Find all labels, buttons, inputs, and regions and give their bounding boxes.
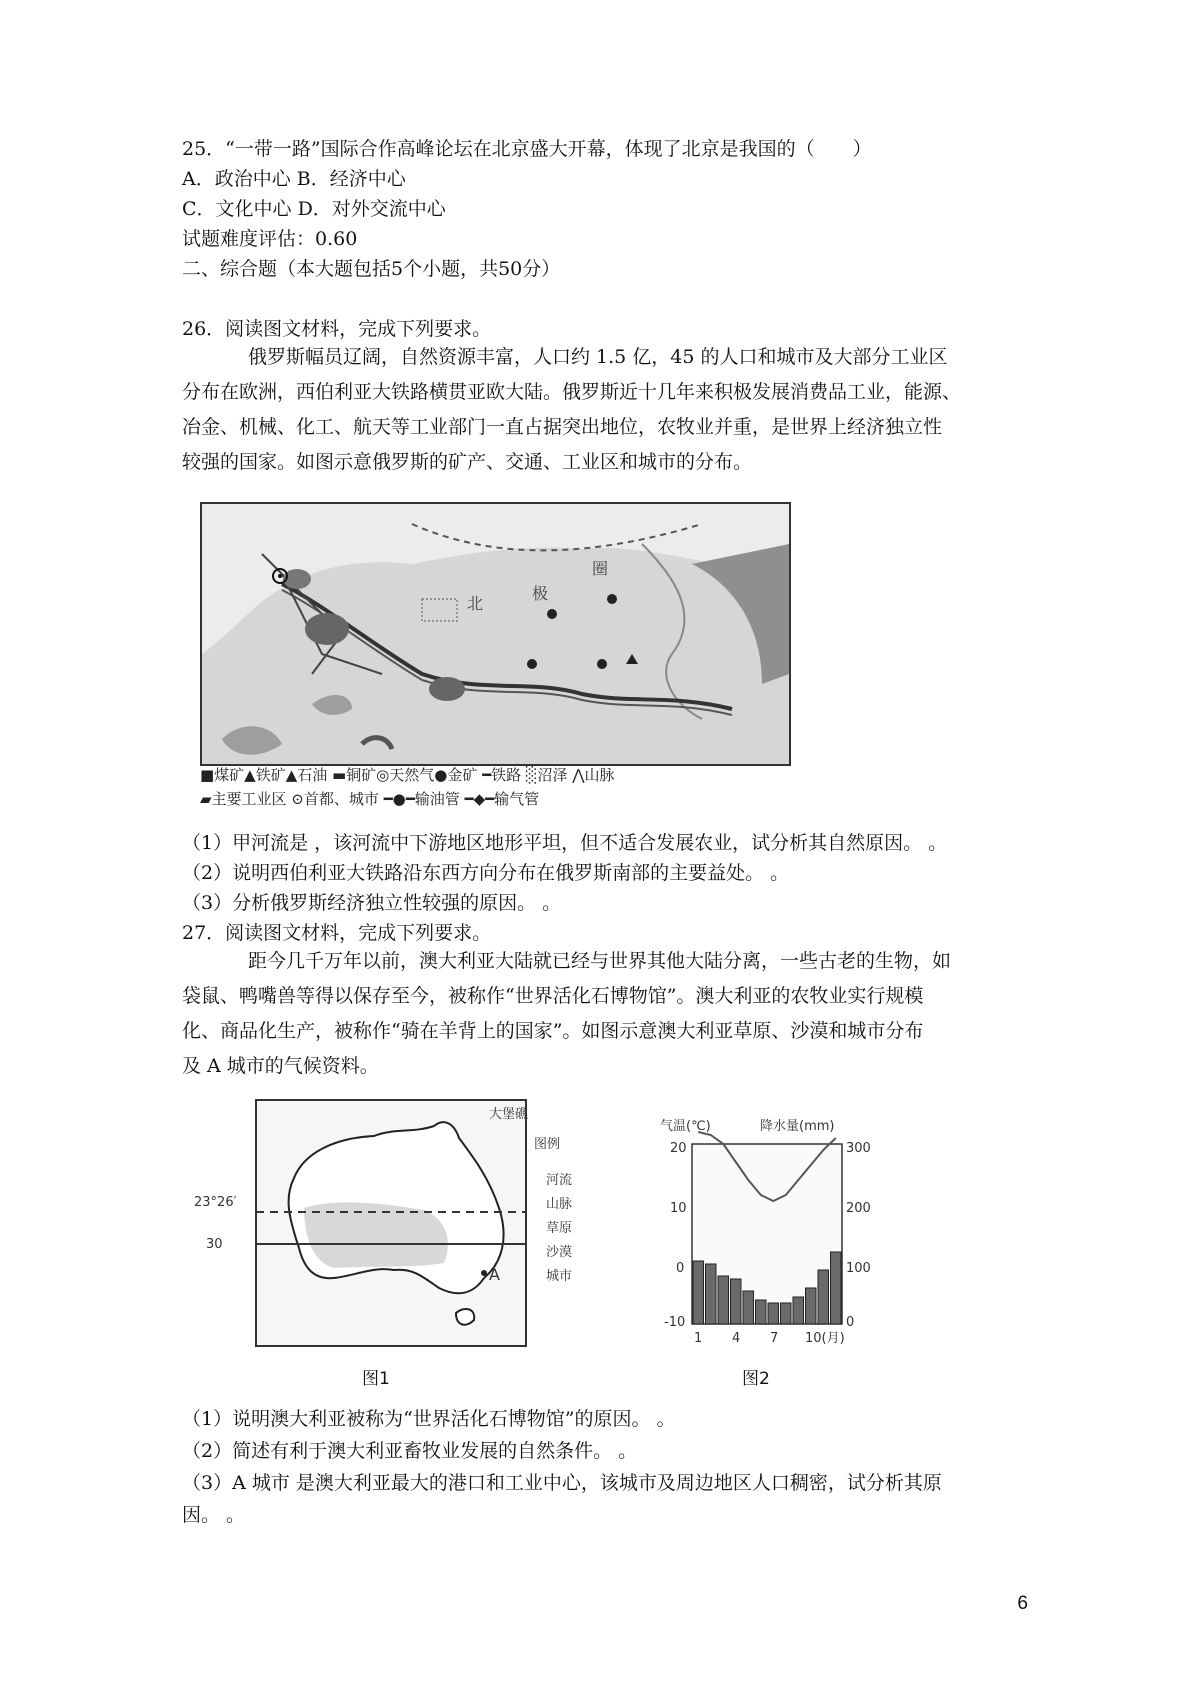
y-left-tick: -10 [664, 1315, 686, 1330]
russia-map-legend-row2: ▰主要工业区 ⊙首都、城市 ━●━输油管 ━◆━输气管 [200, 790, 540, 808]
fig1-legend-river: 河流 [546, 1173, 573, 1188]
q26-material-line: 分布在欧洲，西伯利亚大铁路横贯亚欧大陆。俄罗斯近十几年来积极发展消费品工业，能源、 [182, 381, 962, 403]
temp-axis-label: 气温(℃) [660, 1119, 711, 1134]
y-left-tick: 20 [670, 1141, 687, 1156]
australia-map-figure [184, 1098, 584, 1354]
q26-material-line: 俄罗斯幅员辽阔，自然资源丰富，人口约 1.5 亿，45 的人口和城市及大部分工业区 [248, 346, 948, 368]
map-label-arctic-2: 极 [532, 584, 549, 603]
q26-question-1: （1）甲河流是 ，该河流中下游地区地形平坦，但不适合发展农业，试分析其自然原因。 。 [182, 832, 948, 854]
q27-material [182, 944, 1024, 1084]
q27-material-line: 化、商品化生产，被称作“骑在羊背上的国家”。如图示意澳大利亚草原、沙漠和城市分布 [182, 1020, 924, 1042]
australia-map-drawing [184, 1098, 584, 1354]
precipitation-bar [781, 1303, 792, 1324]
q26-question-2: （2）说明西伯利亚大铁路沿东西方向分布在俄罗斯南部的主要益处。 。 [182, 862, 790, 884]
y-right-tick: 300 [846, 1141, 871, 1156]
y-left-tick: 10 [670, 1201, 687, 1216]
q27-material-line: 距今几千万年以前，澳大利亚大陆就已经与世界其他大陆分离，一些古老的生物，如 [248, 950, 952, 972]
precipitation-bar [731, 1279, 742, 1324]
precipitation-bar [831, 1252, 842, 1324]
q26-stem: 26．阅读图文材料，完成下列要求。 [182, 318, 492, 340]
fig1-caption: 图1 [362, 1369, 390, 1389]
climate-chart [650, 1114, 880, 1354]
q26-material-line: 冶金、机械、化工、航天等工业部门一直占据突出地位，农牧业并重，是世界上经济独立性 [182, 416, 943, 438]
q27-stem: 27．阅读图文材料，完成下列要求。 [182, 922, 492, 944]
precipitation-bar [743, 1291, 754, 1324]
q27-question-1: （1）说明澳大利亚被称为“世界活化石博物馆”的原因。 。 [182, 1408, 676, 1430]
x-tick: 10(月) [805, 1331, 845, 1346]
fig1-legend-city: 城市 [546, 1269, 573, 1284]
precipitation-bar [793, 1297, 804, 1324]
q25-options-ab: A．政治中心 B．经济中心 [182, 168, 406, 190]
precipitation-bar [706, 1264, 717, 1324]
fig1-legend-title: 图例 [534, 1137, 561, 1152]
lat-label-30: 30 [206, 1237, 223, 1252]
q27-question-2: （2）简述有利于澳大利亚畜牧业发展的自然条件。 。 [182, 1440, 638, 1462]
q26-question-3: （3）分析俄罗斯经济独立性较强的原因。 。 [182, 892, 562, 914]
q27-material-line: 及 A 城市的气候资料。 [182, 1055, 379, 1077]
precipitation-bar [693, 1261, 704, 1324]
precip-axis-label: 降水量(mm) [760, 1119, 835, 1134]
great-barrier-reef-label: 大堡礁 [489, 1107, 529, 1122]
x-tick: 4 [732, 1331, 741, 1346]
russia-map-drawing [202, 504, 789, 764]
precipitation-bar [756, 1300, 767, 1324]
section-2-heading: 二、综合题（本大题包括5个小题，共50分） [182, 258, 561, 280]
q25-stem: 25．“一带一路”国际合作高峰论坛在北京盛大开幕，体现了北京是我国的（ ） [182, 138, 872, 160]
q26-material [182, 340, 1024, 480]
map-label-arctic-3: 圈 [592, 559, 609, 578]
russia-map [200, 502, 791, 766]
y-right-tick: 200 [846, 1201, 871, 1216]
q27-material-line: 袋鼠、鸭嘴兽等得以保存至今，被称作“世界活化石博物馆”。澳大利亚的农牧业实行规模 [182, 985, 924, 1007]
fig2-caption: 图2 [742, 1369, 770, 1389]
y-right-tick: 0 [846, 1315, 855, 1330]
fig1-legend-grassland: 草原 [546, 1221, 573, 1236]
fig1-legend-mountain: 山脉 [546, 1197, 573, 1212]
russia-map-legend-row1: ■煤矿▲铁矿▲石油 ▬铜矿◎天然气●金矿 ━铁路 ░沼泽 ⋀山脉 [200, 766, 615, 784]
precipitation-bar [718, 1276, 729, 1324]
q27-question-3-cont: 因。 。 [182, 1504, 246, 1526]
precipitation-bar [806, 1288, 817, 1324]
map-label-arctic-1: 北 [467, 594, 484, 613]
precipitation-bar [818, 1270, 829, 1324]
precipitation-bar [768, 1303, 779, 1324]
page-number: 6 [1017, 1593, 1028, 1614]
q26-material-line: 较强的国家。如图示意俄罗斯的矿产、交通、工业区和城市的分布。 [182, 451, 753, 473]
y-right-tick: 100 [846, 1261, 871, 1276]
q25-options-cd: C．文化中心 D．对外交流中心 [182, 198, 446, 220]
fig1-legend-desert: 沙漠 [546, 1245, 573, 1260]
q27-question-3: （3）A 城市 是澳大利亚最大的港口和工业中心，该城市及周边地区人口稠密，试分析其原 [182, 1472, 942, 1494]
x-tick: 7 [770, 1331, 779, 1346]
city-a-label: A [489, 1265, 500, 1284]
y-left-tick: 0 [676, 1261, 685, 1276]
q25-difficulty: 试题难度评估：0.60 [182, 228, 358, 250]
climate-chart-svg [650, 1114, 880, 1354]
x-tick: 1 [694, 1331, 703, 1346]
lat-label-tropic: 23°26′ [194, 1195, 237, 1210]
